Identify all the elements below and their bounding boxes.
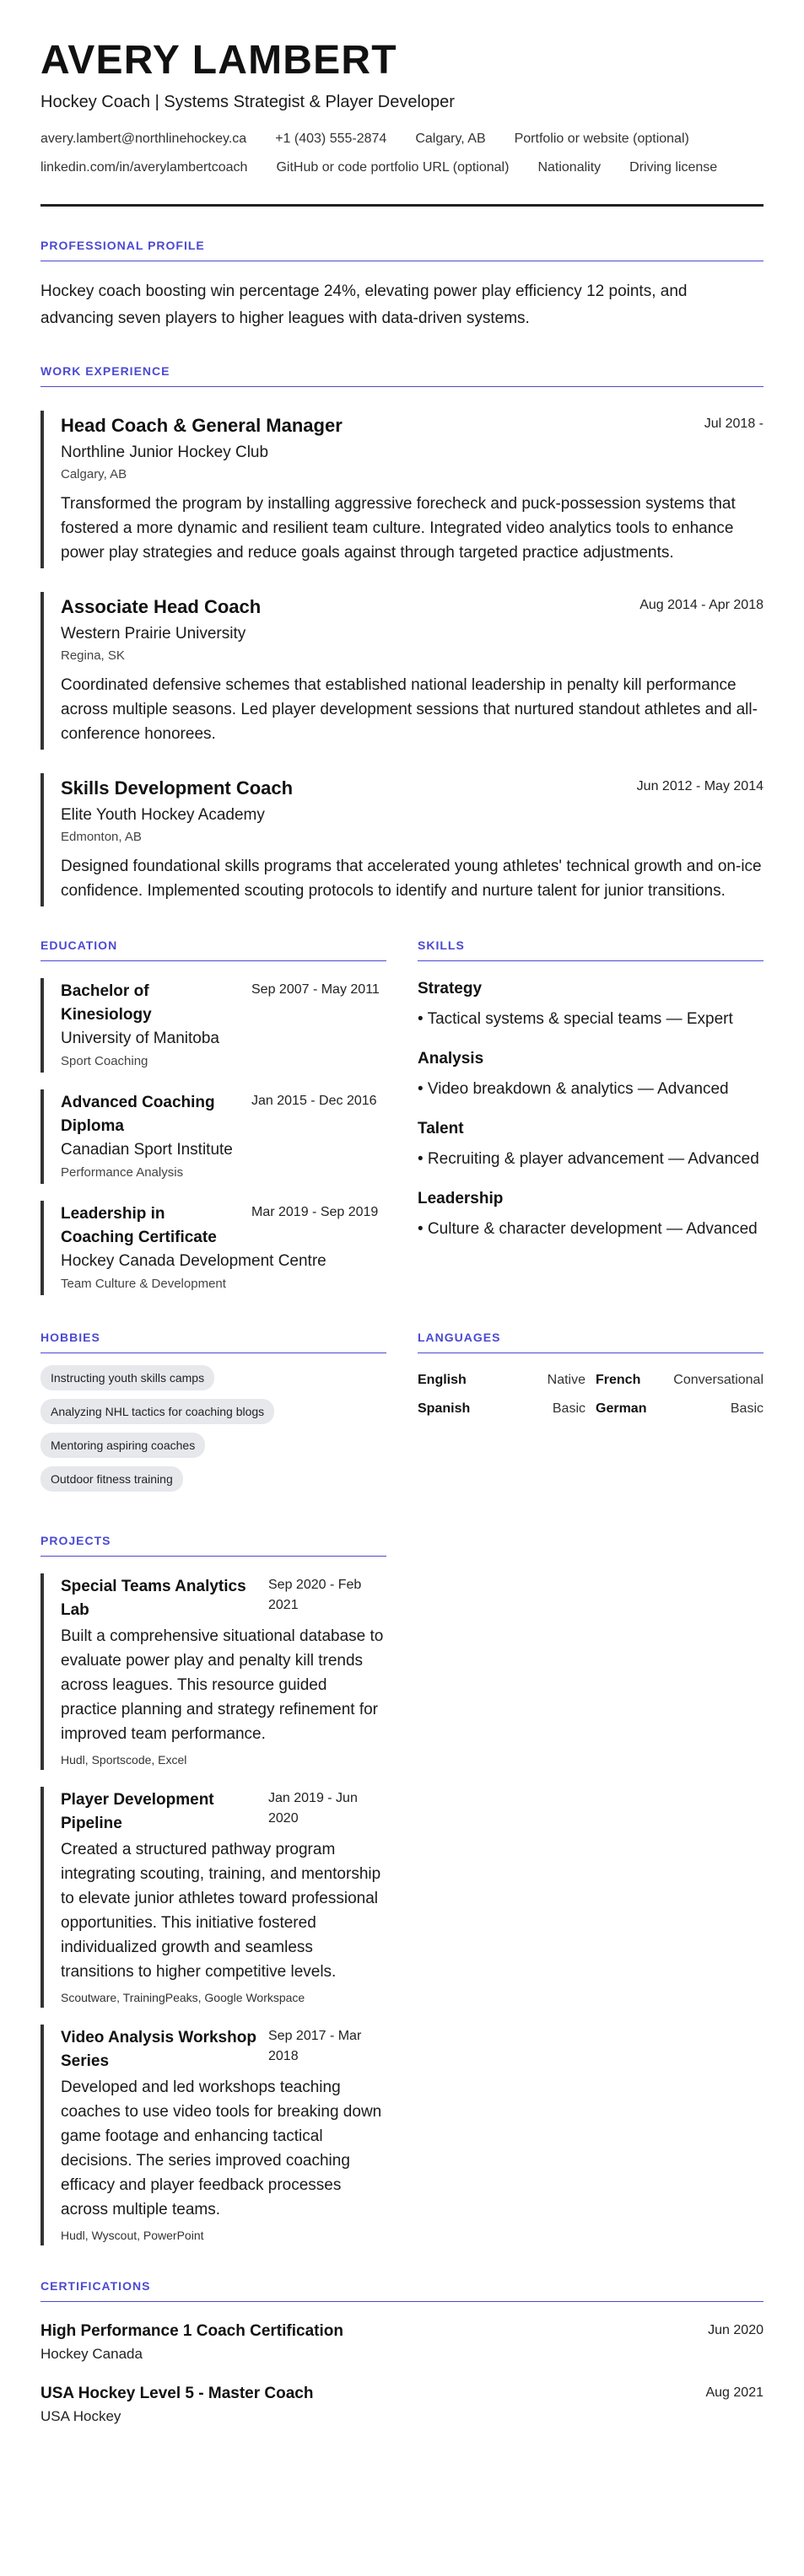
hobby-chip: Mentoring aspiring coaches [40,1433,205,1458]
projects-section [40,1534,386,2245]
header-divider [40,204,764,207]
project-description: Built a comprehensive situational database to evaluate power play and penalty kill trends across leagues. This resource guided practice planning and strategy refinement for improved team performance. [61,1627,384,1743]
certifications-section [40,2279,764,2427]
project-date: Jan 2019 - Jun 2020 [268,1791,358,1826]
contact-driving-license: Driving license [629,160,718,175]
hobby-chip: Analyzing NHL tactics for coaching blogs [40,1399,274,1424]
skill-group [418,978,764,1031]
skill-item: • Video breakdown & analytics — Advanced [418,1080,729,1098]
project-tools: Hudl, Wyscout, PowerPoint [61,2229,204,2242]
language-level: Basic [730,1401,764,1416]
certification-issuer: USA Hockey [40,2408,121,2424]
project-name: Special Teams Analytics Lab [61,1578,246,1619]
education-institution: Canadian Sport Institute [61,1141,233,1159]
project-name: Player Development Pipeline [61,1791,214,1832]
education-field: Sport Coaching [61,1054,148,1068]
certification-name: High Performance 1 Coach Certification [40,2322,343,2340]
skill-item: • Culture & character development — Advanced [418,1220,758,1238]
education-entry [40,1089,386,1184]
job-date: Jul 2018 - [704,417,764,431]
language-item [418,1401,585,1417]
project-date: Sep 2020 - Feb 2021 [268,1578,362,1612]
education-degree: Advanced Coaching Diploma [61,1094,215,1135]
section-title-projects: PROJECTS [40,1534,386,1557]
education-field: Team Culture & Development [61,1277,226,1291]
section-title-education: EDUCATION [40,938,386,961]
education-degree: Leadership in Coaching Certificate [61,1205,217,1246]
education-institution: Hockey Canada Development Centre [61,1252,326,1270]
skill-name: Talent [418,1120,464,1137]
education-field: Performance Analysis [61,1165,184,1180]
skill-name: Strategy [418,980,483,998]
section-title-languages: LANGUAGES [418,1331,764,1353]
certification-date: Aug 2021 [705,2385,764,2400]
certification-entry [40,2321,764,2364]
language-level: Conversational [673,1373,764,1387]
language-item [596,1372,764,1389]
certification-issuer: Hockey Canada [40,2346,143,2362]
education-section [40,938,386,1295]
section-title-work: WORK EXPERIENCE [40,364,764,387]
project-entry [40,1573,386,1770]
education-skills-row [40,938,764,1295]
candidate-title: Hockey Coach | Systems Strategist & Player Developer [40,93,455,111]
project-description: Created a structured pathway program integrating scouting, training, and mentorship to elevate junior athletes toward professional opportunities. This initiative fostered individualized growth and seamless transitions to higher competitive levels. [61,1841,381,1981]
contact-linkedin[interactable]: linkedin.com/in/averylambertcoach [40,160,248,175]
skill-item: • Recruiting & player advancement — Advanced [418,1150,759,1168]
contact-email[interactable]: avery.lambert@northlinehockey.ca [40,132,247,146]
hobbies-section [40,1331,386,1500]
job-date: Aug 2014 - Apr 2018 [639,598,764,612]
project-entry [40,1787,386,2008]
contact-phone[interactable]: +1 (403) 555-2874 [275,132,387,146]
resume-header [40,37,764,207]
education-entry [40,978,386,1073]
contact-location: Calgary, AB [415,132,486,146]
work-entry [40,592,764,750]
education-institution: University of Manitoba [61,1030,219,1047]
job-role: Skills Development Coach [61,777,294,799]
job-organization: Elite Youth Hockey Academy [61,806,265,824]
skill-name: Leadership [418,1190,504,1207]
language-level: Native [547,1373,585,1387]
job-description: Coordinated defensive schemes that established national leadership in penalty kill performance across multiple seasons. Led player development sessions that nurtured standout athletes and all-conference honorees. [61,676,758,743]
skill-group [418,1118,764,1171]
job-role: Head Coach & General Manager [61,415,343,436]
language-name: Spanish [418,1401,471,1416]
section-title-profile: PROFESSIONAL PROFILE [40,239,764,261]
education-date: Sep 2007 - May 2011 [251,982,380,997]
contact-nationality: Nationality [537,160,602,175]
hobby-chip: Instructing youth skills camps [40,1365,214,1390]
skill-item: • Tactical systems & special teams — Expert [418,1010,733,1028]
job-location: Regina, SK [61,648,125,663]
job-organization: Northline Junior Hockey Club [61,444,269,461]
language-list [418,1372,764,1417]
work-entry [40,773,764,906]
education-date: Jan 2015 - Dec 2016 [251,1094,377,1108]
language-name: German [596,1401,647,1416]
job-date: Jun 2012 - May 2014 [636,779,764,793]
languages-section [418,1331,764,1500]
language-item [418,1372,585,1389]
education-date: Mar 2019 - Sep 2019 [251,1205,379,1219]
job-description: Designed foundational skills programs that accelerated young athletes' technical growth and on-ice confidence. Implemented scouting protocols to identify and nurture talent for junior transitions. [61,858,762,900]
language-name: French [596,1373,641,1387]
job-role: Associate Head Coach [61,596,262,617]
project-name: Video Analysis Workshop Series [61,2029,256,2070]
skill-group [418,1188,764,1241]
project-tools: Hudl, Sportscode, Excel [61,1753,187,1767]
certification-name: USA Hockey Level 5 - Master Coach [40,2385,314,2402]
job-location: Edmonton, AB [61,830,142,844]
language-level: Basic [552,1401,585,1416]
education-degree: Bachelor of Kinesiology [61,982,152,1024]
work-entry [40,411,764,568]
section-title-certifications: CERTIFICATIONS [40,2279,764,2302]
skills-section [418,938,764,1295]
job-location: Calgary, AB [61,467,127,481]
contact-portfolio[interactable]: Portfolio or website (optional) [514,132,689,146]
skill-group [418,1048,764,1101]
certification-entry [40,2383,764,2427]
contact-github[interactable]: GitHub or code portfolio URL (optional) [276,160,510,175]
language-item [596,1401,764,1417]
hobby-chip: Outdoor fitness training [40,1466,183,1492]
section-title-skills: SKILLS [418,938,764,961]
profile-section [40,239,764,332]
project-date: Sep 2017 - Mar 2018 [268,2029,362,2063]
contact-info [40,130,764,187]
skill-name: Analysis [418,1050,484,1068]
project-description: Developed and led workshops teaching coaches to use video tools for breaking down game footage and enhancing tactical decisions. The series improved coaching efficacy and player feedback processes across multiple teams. [61,2079,382,2218]
work-section [40,364,764,906]
education-entry [40,1201,386,1295]
hobby-list [40,1365,386,1492]
hobbies-languages-row [40,1331,764,1500]
project-tools: Scoutware, TrainingPeaks, Google Workspace [61,1991,305,2004]
section-title-hobbies: HOBBIES [40,1331,386,1353]
job-organization: Western Prairie University [61,625,246,643]
project-entry [40,2025,386,2245]
profile-text: Hockey coach boosting win percentage 24%, elevating power play efficiency 12 points, and advancing seven players to higher leagues with data-driven systems. [40,282,688,327]
language-name: English [418,1373,467,1387]
candidate-name: AVERY LAMBERT [40,38,397,83]
job-description: Transformed the program by installing aggressive forecheck and puck-possession systems that fostered a more dynamic and resilient team culture. Integrated video analytics tools to enhance power play strategies and reduce goals against through targeted practice adjustments. [61,495,736,562]
certification-date: Jun 2020 [708,2323,764,2337]
